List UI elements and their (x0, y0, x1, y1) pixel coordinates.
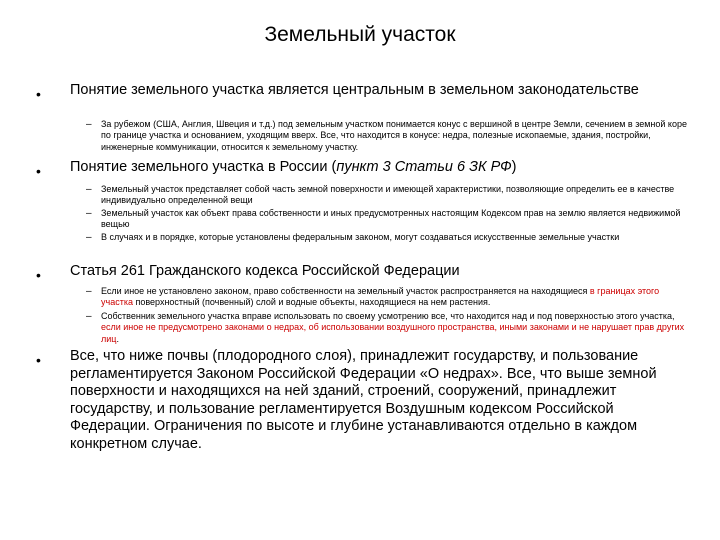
bullet-4: • (36, 352, 41, 368)
item-3-sub-1-red: в границах этого участка (101, 286, 660, 308)
item-2-sub-3: В случаях и в порядке, которые установлены федеральным законом, могут создаваться искусственные земельные участки (101, 232, 620, 242)
dash-1-1: – (86, 119, 92, 130)
bullet-3: • (36, 267, 41, 283)
item-3-sub-1-c: поверхностный (почвенный) слой и водные объекты, находящиеся на нем растения. (132, 297, 491, 308)
item-2-text (70, 159, 690, 177)
item-3-sub-1-a: Если иное не установлено законом, право собственности на земельный участок распространяется на находящиеся (101, 286, 590, 296)
bullet-1: • (36, 86, 41, 102)
item-2-sub-1: Земельный участок представляет собой часть земной поверхности и имеющей характеристики, позволяющие определить ее в качестве индивидуально определенной вещи (101, 184, 675, 206)
dash-2-1: – (86, 184, 92, 195)
item-1-text: Понятие земельного участка является центральным в земельном законодательстве (70, 82, 639, 98)
dash-3-2: – (86, 311, 92, 322)
item-1-sub-1: За рубежом (США, Англия, Швеция и т.д.) под земельным участком понимается конус с вершиной в центре Земли, сечением в земной коре по границе участка и основанием, уходящим вверх. Все, что находится в конусе: недра, полезные ископаемые, здания, постройки, инженерные коммуникации, относится к земельному участку. (101, 119, 687, 152)
item-2-text-plain: Понятие земельного участка в России ( (70, 159, 337, 175)
item-3-sub-1 (101, 286, 691, 309)
dash-3-1: – (86, 286, 92, 297)
item-3-text: Статья 261 Гражданского кодекса Российской Федерации (70, 263, 460, 279)
bullet-2: • (36, 163, 41, 179)
item-3-sub-2-red: если иное не предусмотрено законами о недрах, об использовании воздушного пространства, иными законами и не нарушает прав других лиц (101, 322, 685, 344)
item-4-text: Все, что ниже почвы (плодородного слоя), принадлежит государству, и пользование регламентируется Законом Российской Федерации «О недрах». Все, что выше земной поверхности и находящихся на ней зданий, строений, сооружений, принадлежит государству, и пользование регламентируется Воздушным кодексом Российской Федерации. Ограничения по высоте и глубине устанавливаются отдельно в каждом конкретном случае. (70, 348, 657, 452)
item-3-sub-2 (101, 311, 691, 345)
item-2-text-end: ) (511, 159, 517, 175)
item-3-sub-2-a: Собственник земельного участка вправе использовать по своему усмотрению все, что находится над и под поверхностью этого участка, (101, 311, 675, 321)
item-2-sub-2: Земельный участок как объект права собственности и иных предусмотренных настоящим Кодексом прав на землю является недвижимой вещью (101, 208, 681, 230)
item-3-sub-2-c: . (116, 333, 119, 344)
dash-2-3: – (86, 232, 92, 243)
item-2-text-italic: пункт 3 Статьи 6 ЗК РФ (336, 159, 512, 175)
page-title: Земельный участок (264, 23, 456, 46)
dash-2-2: – (86, 208, 92, 219)
